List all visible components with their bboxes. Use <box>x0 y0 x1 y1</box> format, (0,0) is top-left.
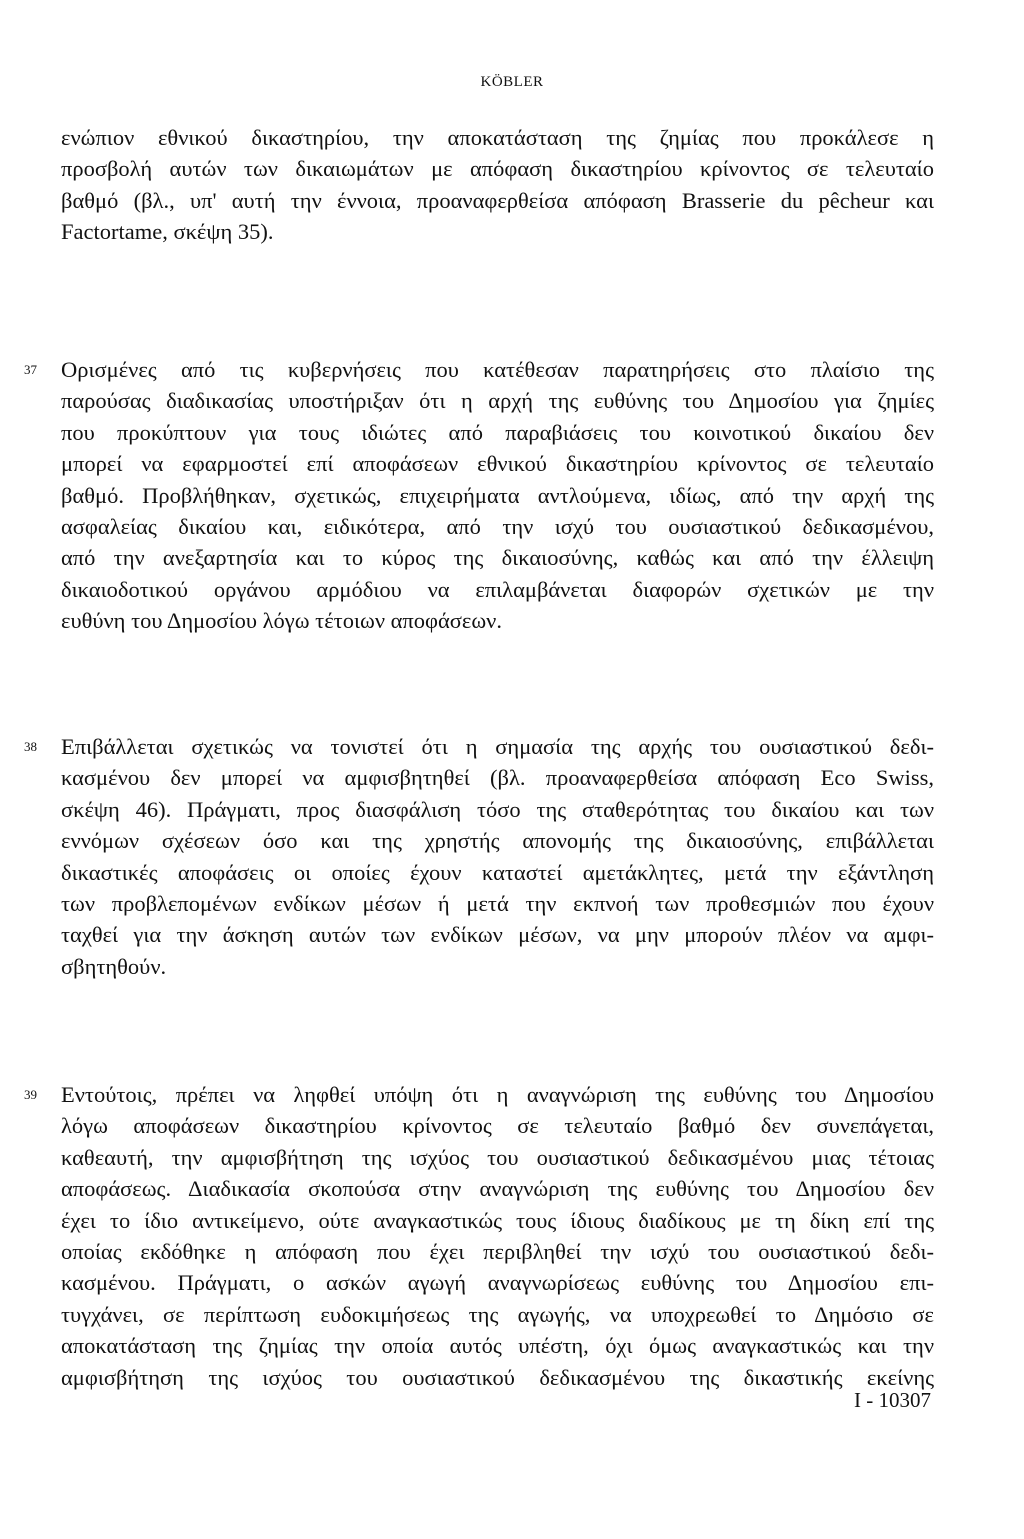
text-line: βαθμό. Προβλήθηκαν, σχετικώς, επιχειρήματα αντλούμενα, ιδίως, από την αρχή της <box>61 482 934 508</box>
text-line: ενώπιον εθνικού δικαστηρίου, την αποκατάσταση της ζημίας που προκάλεσε η <box>61 125 934 150</box>
text-line: καθεαυτή, την αμφισβήτηση της ισχύος του ουσιαστικού δεδικασμένου μιας τέτοιας <box>61 1144 934 1170</box>
text-line: έχει το ίδιο αντικείμενο, ούτε αναγκαστικώς τους ίδιους διαδίκους με τη δίκη επί της <box>61 1207 934 1233</box>
text-line: κασμένου δεν μπορεί να αμφισβητηθεί (βλ. προαναφερθείσα απόφαση Eco Swiss, <box>61 765 934 791</box>
text-line: αποκατάσταση της ζημίας την οποία αυτός υπέστη, όχι όμως αναγκαστικώς και την <box>61 1333 934 1359</box>
text-line: σβητηθούν. <box>61 953 167 979</box>
text-line: βαθμό (βλ., υπ' αυτή την έννοια, προαναφερθείσα απόφαση Brasserie du pêcheur και <box>61 187 934 213</box>
text-line: Factortame, σκέψη 35). <box>61 219 274 245</box>
running-header: KÖBLER <box>480 74 544 90</box>
text-line: που προκύπτουν για τους ιδιώτες από παραβιάσεις του κοινοτικού δικαίου δεν <box>61 419 934 445</box>
paragraph-38 <box>61 731 934 982</box>
text-line: αμφισβήτηση της ισχύος του ουσιαστικού δεδικασμένου της δικαστικής εκείνης <box>61 1364 934 1390</box>
text-line: οποίας εκδόθηκε η απόφαση που έχει περιβληθεί την ισχύ του ουσιαστικού δεδι- <box>61 1239 934 1265</box>
paragraph-intro <box>61 122 934 248</box>
text-line: αποφάσεως. Διαδικασία σκοπούσα στην αναγνώριση της ευθύνης του Δημοσίου δεν <box>61 1176 934 1202</box>
text-line: Επιβάλλεται σχετικώς να τονιστεί ότι η σημασία της αρχής του ουσιαστικού δεδι- <box>61 734 934 759</box>
text-line: εννόμων σχέσεων όσο και της χρηστής απονομής της δικαιοσύνης, επιβάλλεται <box>61 828 934 854</box>
paragraph-39 <box>61 1079 934 1393</box>
text-line: Εντούτοις, πρέπει να ληφθεί υπόψη ότι η αναγνώριση της ευθύνης του Δημοσίου <box>61 1082 934 1107</box>
text-line: σκέψη 46). Πράγματι, προς διασφάλιση τόσο της σταθερότητας του δικαίου και των <box>61 796 934 822</box>
paragraph-number-37: 37 <box>24 362 37 377</box>
paragraph-number-39: 39 <box>24 1087 37 1102</box>
text-line: από την ανεξαρτησία και το κύρος της δικαιοσύνης, καθώς και από την έλλειψη <box>61 545 934 571</box>
text-line: κασμένου. Πράγματι, ο ασκών αγωγή αναγνωρίσεως ευθύνης του Δημοσίου επι- <box>61 1270 934 1296</box>
text-line: προσβολή αυτών των δικαιωμάτων με απόφαση δικαστηρίου κρίνοντος σε τελευταίο <box>61 156 934 182</box>
text-line: παρούσας διαδικασίας υποστήριξαν ότι η αρχή της ευθύνης του Δημοσίου για ζημίες <box>61 388 934 414</box>
text-line: μπορεί να εφαρμοστεί επί αποφάσεων εθνικού δικαστηρίου κρίνοντος σε τελευταίο <box>61 451 934 477</box>
page-number: I - 10307 <box>854 1388 931 1412</box>
paragraph-37 <box>61 354 934 637</box>
paragraph-number-38: 38 <box>24 739 37 754</box>
text-line: Ορισμένες από τις κυβερνήσεις που κατέθεσαν παρατηρήσεις στο πλαίσιο της <box>61 357 934 382</box>
text-line: των προβλεπομένων ενδίκων μέσων ή μετά την εκπνοή των προθεσμιών που έχουν <box>61 891 934 917</box>
text-line: λόγω αποφάσεων δικαστηρίου κρίνοντος σε τελευταίο βαθμό δεν συνεπάγεται, <box>61 1113 934 1139</box>
text-line: τυγχάνει, σε περίπτωση ευδοκιμήσεως της αγωγής, να υποχρεωθεί το Δημόσιο σε <box>61 1301 934 1327</box>
text-line: ασφαλείας δικαίου και, ειδικότερα, από την ισχύ του ουσιαστικού δεδικασμένου, <box>61 514 934 540</box>
text-line: δικαστικές αποφάσεις οι οποίες έχουν καταστεί αμετάκλητες, μετά την εξάντληση <box>61 859 934 885</box>
text-line: ευθύνη του Δημοσίου λόγω τέτοιων αποφάσεων. <box>61 608 502 634</box>
text-line: δικαιοδοτικού οργάνου αρμόδιου να επιλαμβάνεται διαφορών σχετικών με την <box>61 576 934 602</box>
text-line: ταχθεί για την άσκηση αυτών των ενδίκων μέσων, να μην μπορούν πλέον να αμφι- <box>61 922 934 948</box>
